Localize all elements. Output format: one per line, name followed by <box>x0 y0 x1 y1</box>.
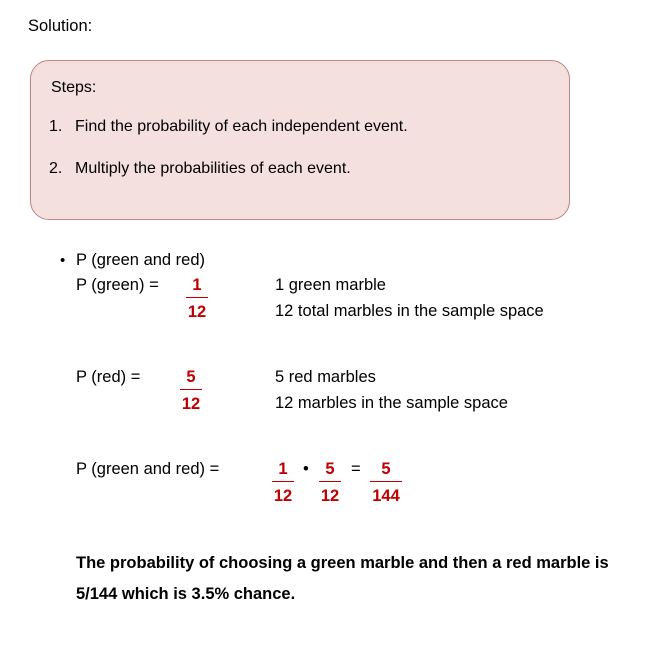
fraction-red <box>180 366 202 415</box>
list-item-label: Multiply the probabilities of each event. <box>75 160 351 177</box>
list-item <box>49 158 549 200</box>
fraction-denominator: 12 <box>181 395 201 413</box>
final-fraction-result <box>370 458 402 507</box>
page-title: Solution: <box>28 17 93 35</box>
description-red-count: 5 red marbles <box>275 368 376 386</box>
steps-label: Steps: <box>51 79 97 96</box>
final-fraction-1 <box>272 458 294 507</box>
probability-label: P (red) = <box>76 368 141 386</box>
list-item <box>49 116 549 158</box>
fraction-denominator: 144 <box>372 487 400 505</box>
probability-label: P (green) = <box>76 276 159 294</box>
multiply-operator: • <box>303 460 309 478</box>
description-green-count: 1 green marble <box>275 276 386 294</box>
fraction-green <box>186 274 208 323</box>
description-green-total: 12 total marbles in the sample space <box>275 302 544 320</box>
list-item-label: Find the probability of each independent event. <box>75 118 408 135</box>
fraction-denominator: 12 <box>320 487 340 505</box>
fraction-numerator: 5 <box>319 458 341 482</box>
fraction-numerator: 1 <box>186 274 208 298</box>
fraction-numerator: 5 <box>370 458 402 482</box>
list-item-number: 2. <box>49 160 63 177</box>
steps-list <box>49 116 549 200</box>
conclusion-text: The probability of choosing a green marble and then a red marble is 5/144 which is 3.5% chance. <box>76 554 609 603</box>
steps-callout-box <box>30 60 570 220</box>
fraction-numerator: 5 <box>180 366 202 390</box>
list-item-number: 1. <box>49 118 63 135</box>
bullet-line <box>60 248 205 273</box>
fraction-denominator: 12 <box>273 487 293 505</box>
final-fraction-2 <box>319 458 341 507</box>
description-red-total: 12 marbles in the sample space <box>275 394 508 412</box>
fraction-numerator: 1 <box>272 458 294 482</box>
fraction-denominator: 12 <box>187 303 207 321</box>
bullet-icon: • <box>60 252 66 269</box>
final-equation-label: P (green and red) = <box>76 460 220 478</box>
equals-operator: = <box>351 460 361 478</box>
bullet-line-label: P (green and red) <box>76 251 206 269</box>
